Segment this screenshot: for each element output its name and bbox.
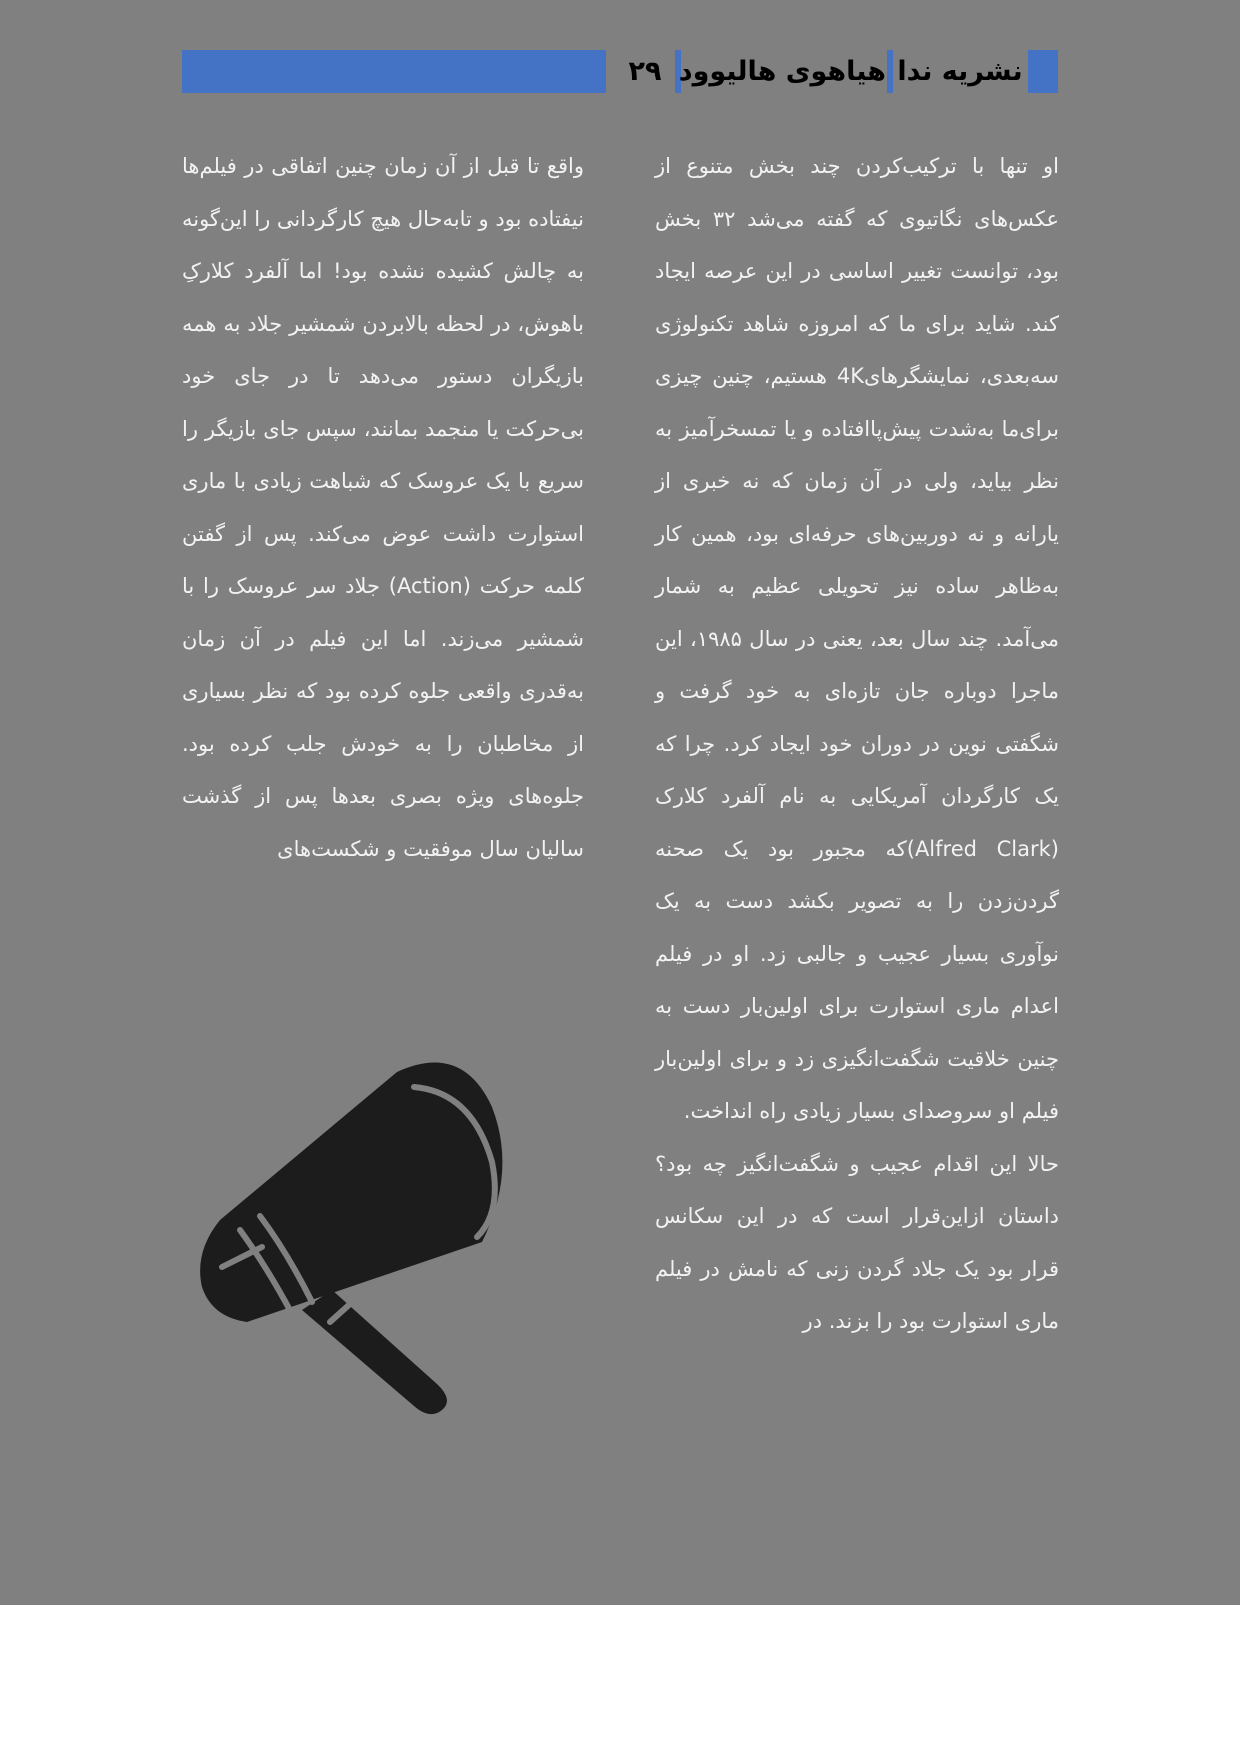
article-paragraph: حالا این اقدام عجیب و شگفت‌انگیز چه بود؟ داستان ازاین‌قرار است که در این سکانس قرار بود یک جلاد گردن زنی که نامش در فیلم ماری استوارت بود را بزند. در bbox=[655, 1151, 1059, 1333]
header-color-bar bbox=[182, 50, 606, 93]
page-number: ۲۹ bbox=[628, 56, 662, 87]
publication-title: نشریه ندا bbox=[897, 56, 1023, 87]
section-title: هیاهوی هالیوود bbox=[678, 56, 886, 87]
header-divider bbox=[887, 50, 893, 93]
megaphone-icon bbox=[192, 1052, 542, 1422]
article-paragraph: او تنها با ترکیب‌کردن چند بخش متنوع از عکس‌های نگاتیوی که گفته می‌شد ۳۲ بخش بود، توانست تغییر اساسی در این عرصه ایجاد کند. شاید برای ما که امروزه شاهد تکنولوژی سه‌بعدی، نمایشگرهای4K هستیم، چنین چیزی برای‌ما به‌شدت پیش‌پاافتاده و یا تمسخرآمیز به نظر بیاید، ولی در آن زمان که نه خبری از یارانه و نه دوربین‌های حرفه‌ای بود، همین کار به‌ظاهر ساده نیز تحویلی عظیم به شمار می‌آمد. چند سال بعد، یعنی در سال ۱۹۸۵، این ماجرا دوباره جان تازه‌ای به خود گرفت و شگفتی نوین در دوران خود ایجاد کرد. چرا که یک کارگردان آمریکایی به نام آلفرد کلارک (Alfred Clark)که مجبور بود یک صحنه گردن‌زدن را به تصویر بکشد دست به یک نوآوری بسیار عجیب و جالبی زد. او در فیلم اعدام ماری استوارت برای اولین‌بار دست به چنین خلاقیت شگفت‌انگیزی زد و برای اولین‌بار فیلم او سروصدای بسیار زیادی راه انداخت. bbox=[655, 154, 1059, 1123]
article-column-left bbox=[182, 140, 584, 875]
header-accent-block bbox=[1028, 50, 1058, 93]
article-column-right bbox=[655, 140, 1059, 1348]
article-paragraph: واقع تا قبل از آن زمان چنین اتفاقی در فیلم‌ها نیفتاده بود و تابه‌حال هیچ کارگردانی را این‌گونه به چالش کشیده نشده بود! اما آلفرد کلارکِ باهوش، در لحظه بالابردن شمشیر جلاد به همه بازیگران دستور می‌دهد تا در جای خود بی‌حرکت یا منجمد بمانند، سپس جای بازیگر را سریع با یک عروسک که شباهت زیادی با ماری استوارت داشت عوض می‌کند. پس از گفتن کلمه حرکت (Action) جلاد سر عروسک را با شمشیر می‌زند. اما این فیلم در آن زمان به‌قدری واقعی جلوه کرده بود که نظر بسیاری از مخاطبان را به خودش جلب کرده بود. جلوه‌های ویژه بصری بعدها پس از گذشت سالیان سال موفقیت و شکست‌های bbox=[181, 154, 584, 861]
